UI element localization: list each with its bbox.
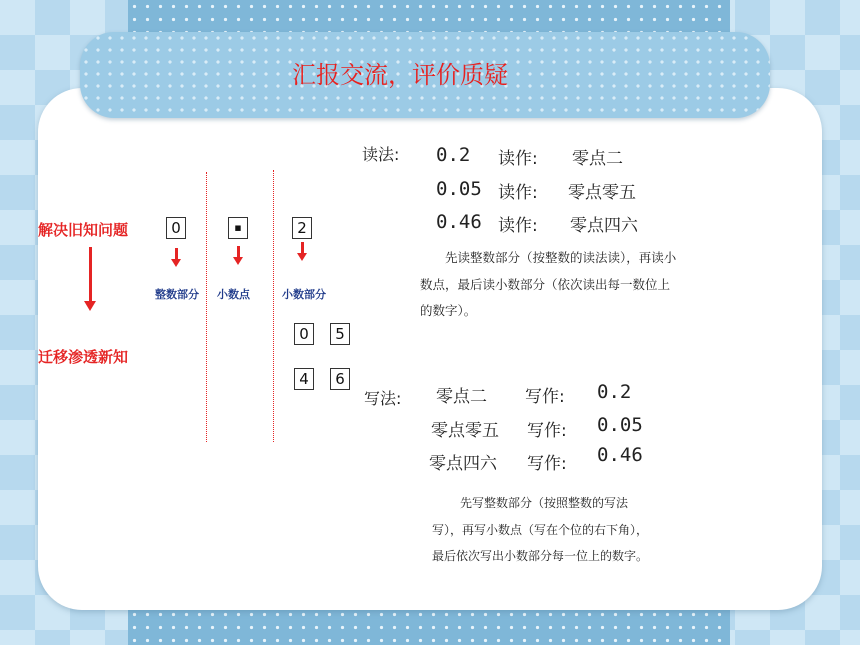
integer-digit-box: 0 [166,217,186,239]
reading-label: 读法: [362,145,400,164]
reading-verb: 读作: [498,183,538,203]
page-title: 汇报交流，评价质疑 [292,61,508,89]
reading-rule-text: 先读整数部分（按整数的读法读），再读小数点，最后读小数部分（依次读出每一数位上的数字）。 [420,250,677,318]
decimal-part-label: 小数部分 [282,288,326,301]
writing-word: 零点四六 [429,454,497,474]
decimal-point-label: 小数点 [217,288,250,301]
digit-box: 6 [330,368,350,390]
writing-verb: 写作: [525,387,565,407]
bottom-dotted-strip [128,608,730,645]
decimal-point-box: ▪ [228,217,248,239]
integer-part-label: 整数部分 [155,288,199,301]
reading-number: 0.05 [436,178,482,200]
content-card [38,88,822,610]
reading-number: 0.46 [436,211,482,233]
writing-rule-text: 先写整数部分（按照整数的写法写），再写小数点（写在个位的右下角），最后依次写出小数部分每一位上的数字。 [432,496,649,563]
digit-box: 5 [330,323,350,345]
reading-number: 0.2 [436,144,471,166]
writing-word: 零点零五 [431,421,499,441]
divider-line [273,170,274,442]
writing-number: 0.46 [597,444,643,466]
reading-verb: 读作: [498,149,538,169]
transition-arrow-icon [89,247,92,302]
divider-line [206,172,207,442]
down-arrow-icon [301,242,304,254]
label-solve-old-problem: 解决旧知问题 [38,221,129,239]
top-dotted-strip [128,0,730,34]
reading-word: 零点四六 [570,216,638,236]
writing-word: 零点二 [436,387,487,407]
writing-verb: 写作: [527,421,567,441]
writing-verb: 写作: [527,454,567,474]
reading-verb: 读作: [498,216,538,236]
reading-word: 零点二 [572,149,623,169]
label-transfer-new-knowledge: 迁移渗透新知 [38,348,129,366]
digit-box: 0 [294,323,314,345]
reading-word: 零点零五 [568,183,636,203]
down-arrow-icon [175,248,178,260]
digit-box: 4 [294,368,314,390]
writing-number: 0.05 [597,414,643,436]
writing-label: 写法: [364,389,402,408]
writing-number: 0.2 [597,381,632,403]
down-arrow-icon [237,246,240,258]
decimal-digit-box: 2 [292,217,312,239]
